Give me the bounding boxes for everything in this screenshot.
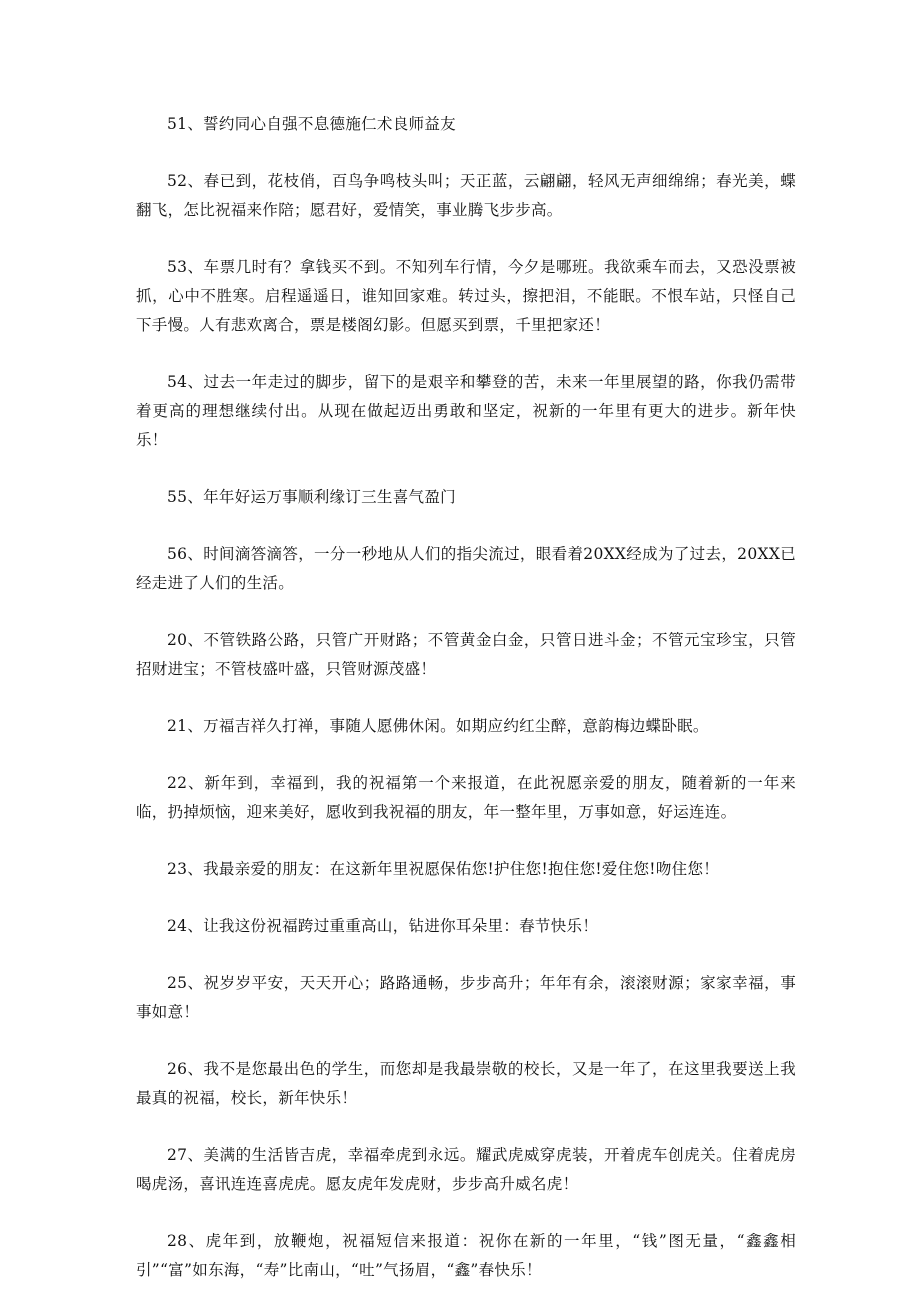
paragraph-21: 21、万福吉祥久打禅，事随人愿佛休闲。如期应约红尘醉，意韵梅边蝶卧眠。 <box>167 717 709 735</box>
paragraph-24: 24、让我这份祝福跨过重重高山，钻进你耳朵里：春节快乐！ <box>167 917 599 935</box>
paragraph-52: 52、春已到，花枝俏，百鸟争鸣枝头叫；天正蓝，云翩翩，轻风无声细绵绵；春光美，蝶翻飞，怎比祝福来作陪；愿君好，爱情笑，事业腾飞步步高。 <box>136 172 796 219</box>
paragraph-53: 53、车票几时有？拿钱买不到。不知列车行情，今夕是哪班。我欲乘车而去，又恐没票被抓，心中不胜寒。启程遥遥日，谁知回家难。转过头，擦把泪，不能眠。不恨车站，只怪自己下手慢。人有悲欢离合，票是楼阁幻影。但愿买到票，千里把家还！ <box>136 258 796 334</box>
paragraph-26: 26、我不是您最出色的学生，而您却是我最崇敬的校长，又是一年了，在这里我要送上我最真的祝福，校长，新年快乐！ <box>136 1060 796 1107</box>
paragraph-51: 51、誓约同心自强不息德施仁术良师益友 <box>167 115 456 133</box>
paragraph-22: 22、新年到，幸福到，我的祝福第一个来报道，在此祝愿亲爱的朋友，随着新的一年来临，扔掉烦恼，迎来美好，愿收到我祝福的朋友，年一整年里，万事如意，好运连连。 <box>136 774 796 821</box>
paragraph-56: 56、时间滴答滴答，一分一秒地从人们的指尖流过，眼看着20XX经成为了过去，20XX已经走进了人们的生活。 <box>136 545 796 592</box>
paragraph-54: 54、过去一年走过的脚步，留下的是艰辛和攀登的苦，未来一年里展望的路，你我仍需带着更高的理想继续付出。从现在做起迈出勇敢和坚定，祝新的一年里有更大的进步。新年快乐！ <box>136 373 796 449</box>
paragraph-23: 23、我最亲爱的朋友：在这新年里祝愿保佑您!护住您!抱住您!爱住您!吻住您！ <box>167 860 720 878</box>
paragraph-55: 55、年年好运万事顺利缘订三生喜气盈门 <box>167 488 456 506</box>
paragraph-28: 28、虎年到，放鞭炮，祝福短信来报道：祝你在新的一年里，“钱”图无量，“鑫鑫相引”“富”如东海，“寿”比南山，“吐”气扬眉，“鑫”春快乐！ <box>136 1232 796 1279</box>
document-body <box>136 110 796 1313</box>
paragraph-25: 25、祝岁岁平安，天天开心；路路通畅，步步高升；年年有余，滚滚财源；家家幸福，事事如意！ <box>136 974 796 1021</box>
paragraph-20: 20、不管铁路公路，只管广开财路；不管黄金白金，只管日进斗金；不管元宝珍宝，只管招财进宝；不管枝盛叶盛，只管财源茂盛！ <box>136 631 796 678</box>
paragraph-27: 27、美满的生活皆吉虎，幸福牵虎到永远。耀武虎威穿虎装，开着虎车创虎关。住着虎房喝虎汤，喜讯连连喜虎虎。愿友虎年发虎财，步步高升威名虎！ <box>136 1146 796 1193</box>
